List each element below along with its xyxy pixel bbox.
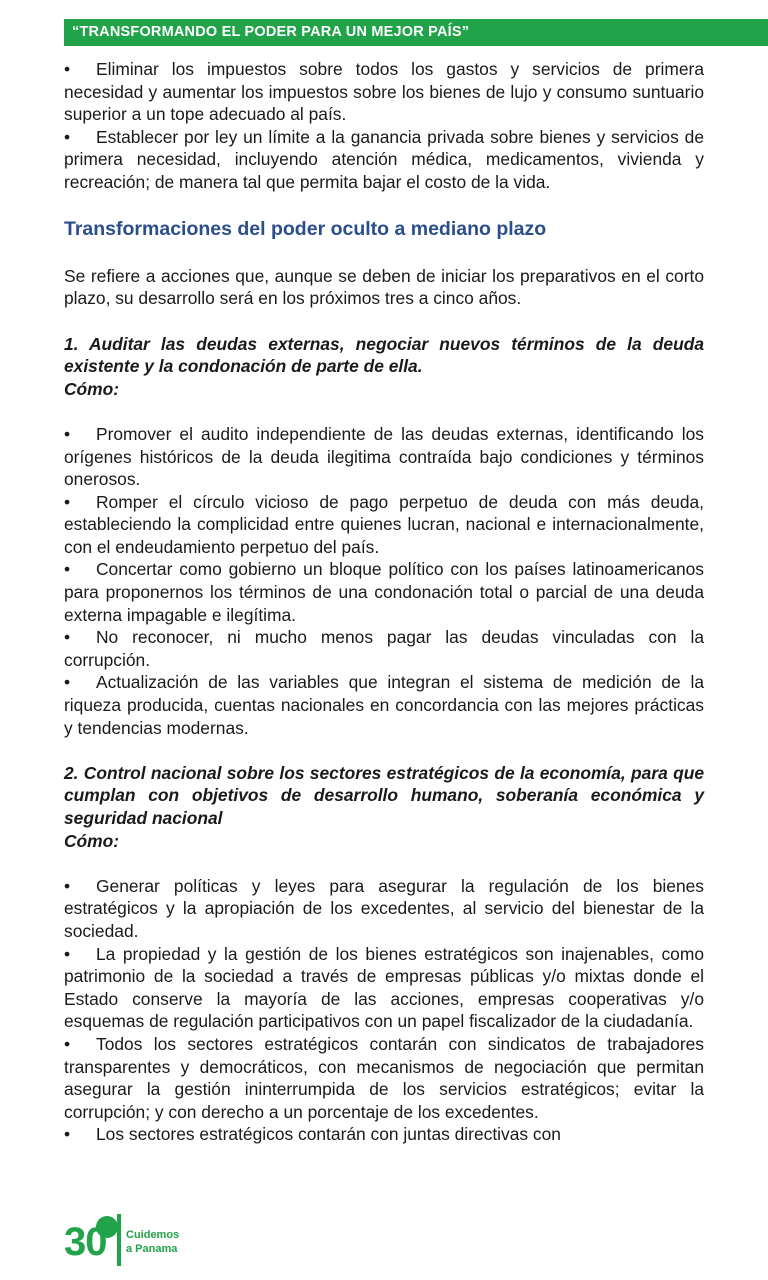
- page-number: 30: [64, 1220, 107, 1264]
- item-1-bullet-4: • No reconocer, ni mucho menos pagar las deudas vinculadas con la corrupción.: [64, 627, 704, 670]
- page-content: [64, 58, 704, 1146]
- item-2-bullet-3: • Todos los sectores estratégicos contarán con sindicatos de trabajadores transparentes y democráticos, con mecanismos de negociación que permitan asegurar la gestión ininterrumpida de los servicios estratégicos; evitar la corrupción; y con derecho a un porcentaje de los excedentes.: [64, 1033, 704, 1122]
- brand-line-2: a Panama: [126, 1243, 178, 1255]
- intro-bullet-1: • Eliminar los impuestos sobre todos los gastos y servicios de primera necesidad y aumentar los impuestos sobre los bienes de lujo y consumo suntuario superior a un tope adecuado al país.: [64, 59, 704, 125]
- header-title: “TRANSFORMANDO EL PODER PARA UN MEJOR PAÍS”: [72, 24, 470, 40]
- item-1-title: 1. Auditar las deudas externas, negociar nuevos términos de la deuda existente y la condonación de parte de ella.: [64, 333, 704, 377]
- section-title: Transformaciones del poder oculto a mediano plazo: [64, 218, 547, 241]
- item-2-bullet-4: • Los sectores estratégicos contarán con juntas directivas con: [64, 1124, 561, 1145]
- footer-divider: [117, 1214, 121, 1266]
- brand-line-1: Cuidemos: [126, 1229, 180, 1241]
- page-footer: [64, 1214, 264, 1270]
- header-bar: [64, 19, 768, 46]
- intro-bullet-2: • Establecer por ley un límite a la ganancia privada sobre bienes y servicios de primera necesidad, incluyendo atención médica, medicamentos, vivienda y recreación; de manera tal que permita bajar el costo de la vida.: [64, 126, 704, 192]
- item-1-bullet-2: • Romper el círculo vicioso de pago perpetuo de deuda con más deuda, estableciendo la complicidad entre quienes lucran, nacional e internacionalmente, con el endeudamiento perpetuo del país.: [64, 491, 704, 557]
- item-1-bullet-3: • Concertar como gobierno un bloque político con los países latinoamericanos para proponernos los términos de una condonación total o parcial de una deuda externa impagable e ilegítima.: [64, 559, 704, 625]
- item-1-bullet-5: • Actualización de las variables que integran el sistema de medición de la riqueza producida, cuentas nacionales en concordancia con las mejores prácticas y tendencias modernas.: [64, 672, 704, 738]
- item-2-como: Cómo:: [64, 830, 120, 851]
- item-1-como: Cómo:: [64, 378, 120, 399]
- item-2-title: 2. Control nacional sobre los sectores estratégicos de la economía, para que cumplan con objetivos de desarrollo humano, soberanía económica y seguridad nacional: [64, 762, 704, 828]
- section-description: Se refiere a acciones que, aunque se deben de iniciar los preparativos en el corto plazo, su desarrollo será en los próximos tres a cinco años.: [64, 265, 704, 309]
- item-2-bullet-2: • La propiedad y la gestión de los bienes estratégicos son inajenables, como patrimonio de la sociedad a través de empresas públicas y/o mixtas donde el Estado conserve la mayoría de las acciones, empresas cooperativas y/o esquemas de regulación participativos con un papel fiscalizador de la ciudadanía.: [64, 943, 704, 1032]
- brand-logo-text: [126, 1228, 179, 1256]
- item-2-bullet-1: • Generar políticas y leyes para asegurar la regulación de los bienes estratégicos y la apropiación de los excedentes, al servicio del bienestar de la sociedad.: [64, 875, 704, 941]
- item-1-bullet-1: • Promover el audito independiente de las deudas externas, identificando los orígenes históricos de la deuda ilegitima contraída bajo condiciones y términos onerosos.: [64, 423, 704, 490]
